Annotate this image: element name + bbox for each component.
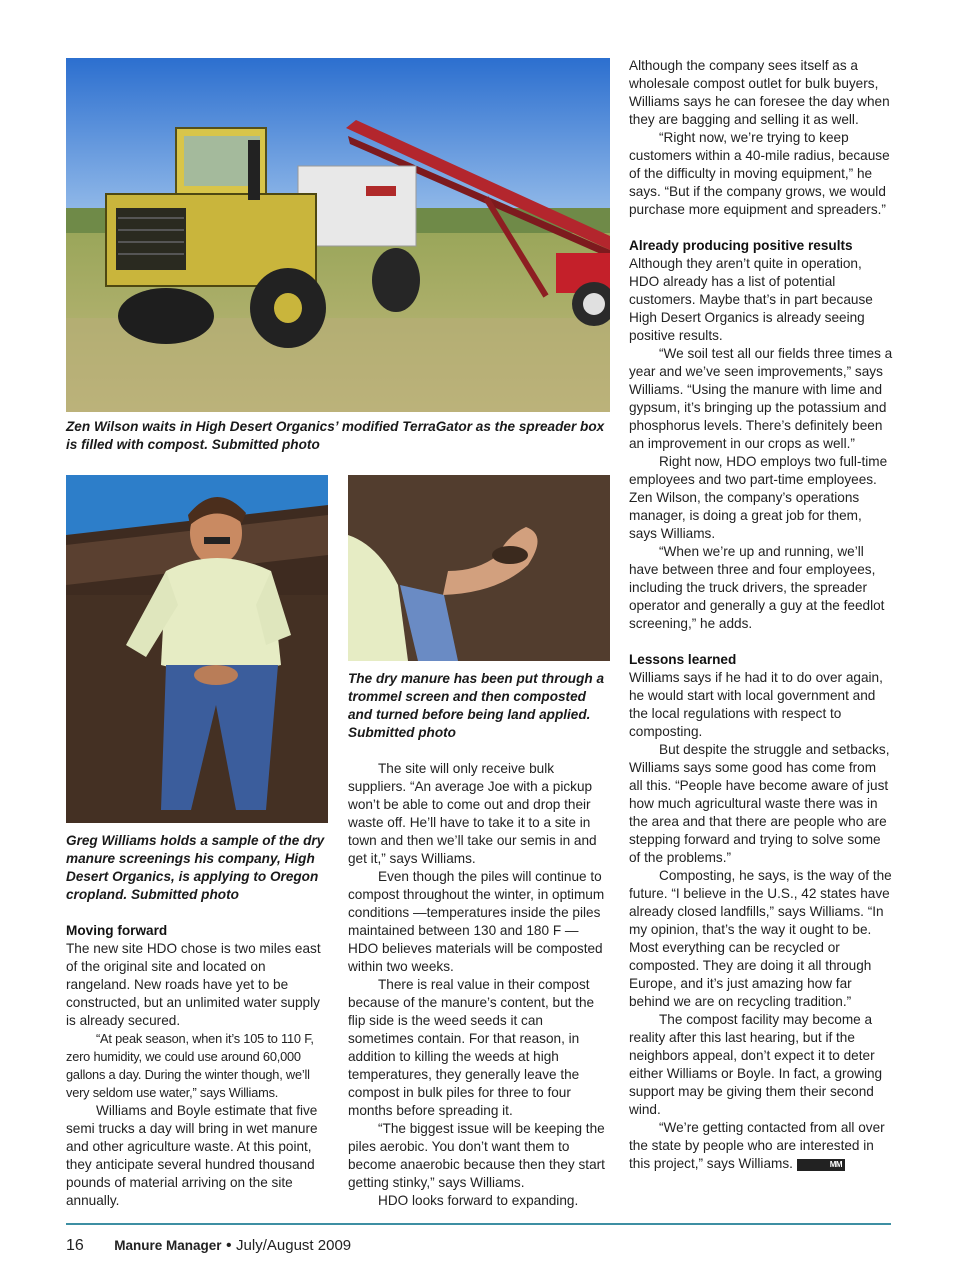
paragraph: Even though the piles will continue to compost throughout the winter, in optimum conditions —temperatures inside the piles maintained between 130 and 180 F — HDO believes materials will be composted within two weeks. <box>348 869 605 974</box>
heading-moving-forward: Moving forward <box>66 923 168 938</box>
magazine-name: Manure Manager <box>114 1238 222 1253</box>
column-3 <box>629 57 893 1173</box>
terragator-caption: Zen Wilson waits in High Desert Organics’ modified TerraGator as the spreader box is filled with compost. Submitted photo <box>66 419 605 452</box>
paragraph: “The biggest issue will be keeping the piles aerobic. You don’t want them to become anaerobic because then they start getting stinky,” says Williams. <box>348 1121 605 1190</box>
paragraph: The compost facility may become a reality after this last hearing, but if the neighbors appeal, don’t expect it to deter either Williams or Boyle. In fact, a growing support may be giving them their second wind. <box>629 1012 883 1117</box>
footer <box>66 1236 351 1256</box>
heading-lessons-learned: Lessons learned <box>629 652 737 667</box>
paragraph: Williams and Boyle estimate that five semi trucks a day will bring in wet manure and other agriculture waste. At this point, they anticipate several hundred thousand pounds of material arriving on the site annually. <box>66 1103 318 1208</box>
page-number: 16 <box>66 1237 84 1254</box>
footer-rule <box>66 1223 891 1225</box>
paragraph: “Right now, we’re trying to keep customers within a 40-mile radius, because of the difficulty in moving equipment,” he says. “But if the company grows, we would purchase more equipment and spreaders.” <box>629 130 890 217</box>
paragraph-text: “We’re getting contacted from all over the state by people who are interested in this project,” says Williams. <box>629 1120 885 1171</box>
paragraph: Composting, he says, is the way of the future. “I believe in the U.S., 42 states have already closed landfills,” says Williams. “In my opinion, that’s the way it ought to be. Most everything can be recycled or composted. They are doing it all through Europe, and it’s just amazing how far behind we are on recycling tradition.” <box>629 868 892 1009</box>
paragraph: “When we’re up and running, we’ll have between three and four employees, including the truck drivers, the spreader operator and generally a guy at the feedlot screening,” he adds. <box>629 544 885 631</box>
footer-separator: • <box>225 1237 232 1254</box>
paragraph <box>629 1119 893 1173</box>
paragraph: Right now, HDO employs two full-time employees and two part-time employees. Zen Wilson, the company’s operations manager, is doing a great job for them, says Williams. <box>629 454 888 541</box>
column-1 <box>66 922 328 1210</box>
column-2 <box>348 760 610 1210</box>
williams-caption: Greg Williams holds a sample of the dry manure screenings his company, High Desert Organics, is applying to Oregon cropland. Submitted photo <box>66 833 325 902</box>
paragraph: “At peak season, when it’s 105 to 110 F, zero humidity, we could use around 60,000 gallons a day. During the winter though, we’ll very seldom use water,” says Williams. <box>66 1031 314 1100</box>
paragraph: Although the company sees itself as a wholesale compost outlet for bulk buyers, Williams says he can foresee the day when they are bagging and selling it as well. <box>629 58 890 127</box>
paragraph: But despite the struggle and setbacks, Williams says some good has come from all this. “People have become aware of just how much agricultural waste there was in the area and that there are people who are stepping forward and trying to solve some of the problems.” <box>629 742 890 865</box>
williams-photo <box>66 475 328 823</box>
paragraph: There is real value in their compost because of the manure’s content, but the flip side is the weed seeds it can sometimes contain. For that reason, in addition to killing the weeds at high temperatures, they generally leave the compost in bulk piles for three to four months before spreading it. <box>348 977 595 1118</box>
hand-photo <box>348 475 610 661</box>
heading-positive-results: Already producing positive results <box>629 238 853 253</box>
paragraph: The new site HDO chose is two miles east of the original site and located on rangeland. New roads have yet to be constructed, but an unlimited water supply is already secured. <box>66 941 321 1028</box>
paragraph: The site will only receive bulk suppliers. “An average Joe with a pickup won’t be able to come out and drop their waste off. He’ll have to take it to a site in town and then we’ll take our semis in and get it,” says Williams. <box>348 761 597 866</box>
hand-caption: The dry manure has been put through a trommel screen and then composted and turned before being land applied. Submitted photo <box>348 671 605 740</box>
end-mark-icon: MM <box>797 1159 845 1171</box>
paragraph: Williams says if he had it to do over again, he would start with local government and the local regulations with respect to composting. <box>629 670 883 739</box>
issue-date: July/August 2009 <box>236 1237 352 1254</box>
paragraph: Although they aren’t quite in operation, HDO already has a list of potential customers. Maybe that’s in part because High Desert Organics is already seeing positive results. <box>629 256 873 343</box>
terragator-photo <box>66 58 610 412</box>
paragraph: HDO looks forward to expanding. <box>378 1193 579 1208</box>
paragraph: “We soil test all our fields three times a year and we’ve seen improvements,” says Williams. “Using the manure with lime and gypsum, it’s bringing up the potassium and phosphorus levels. There’s definitely been an improvement in our crops as well.” <box>629 346 893 451</box>
